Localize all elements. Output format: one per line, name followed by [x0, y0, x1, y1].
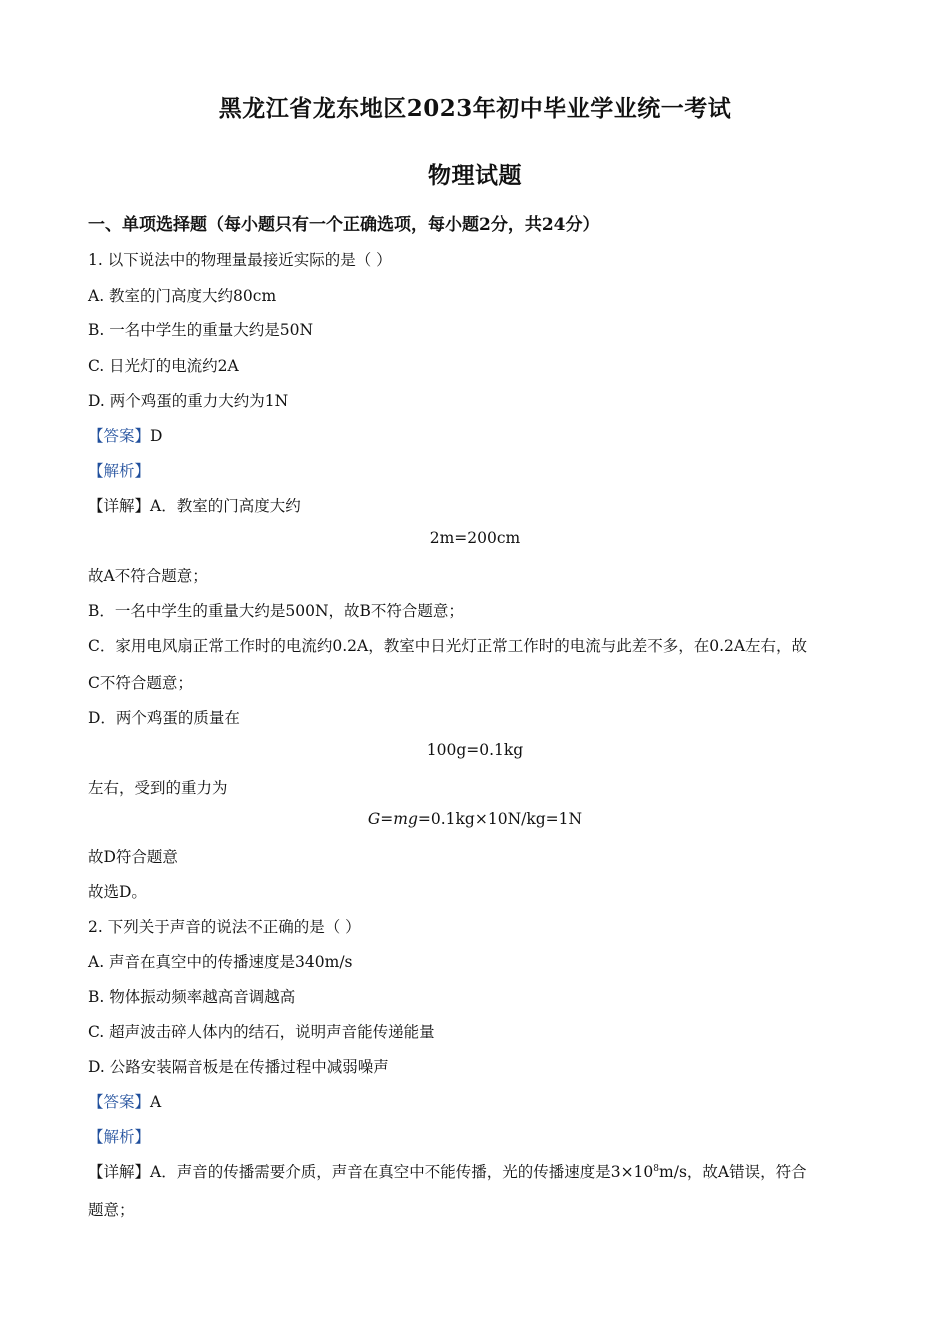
question-2-analysis-tag	[88, 1125, 150, 1147]
question-1-option-d: D. 两个鸡蛋的重力大约为1N	[88, 392, 289, 410]
document-title: 黑龙江省龙东地区2023年初中毕业学业统一考试	[218, 95, 732, 122]
detail-c-line-1: C．家用电风扇正常工作时的电流约0.2A，教室中日光灯正常工作时的电流与此差不多，在0.2A左右，故	[88, 637, 808, 655]
analysis-tag: 【解析】	[88, 462, 151, 480]
formula-symbol-mg: mg	[393, 810, 418, 828]
question-1-detail-a	[88, 494, 301, 516]
question-2-option-d: D. 公路安装隔音板是在传播过程中减弱噪声	[88, 1058, 389, 1076]
question-1-analysis-tag	[88, 459, 150, 481]
question-2-answer	[88, 1090, 161, 1112]
question-1-stem: 1. 以下说法中的物理量最接近实际的是（ ）	[88, 251, 392, 269]
detail-a-conclusion: 故A不符合题意；	[88, 567, 208, 585]
analysis-tag: 【解析】	[88, 1128, 151, 1146]
detail-d-line-1: D．两个鸡蛋的质量在	[88, 709, 240, 727]
answer-value: A	[150, 1093, 162, 1111]
detail-d-line-3: 故D符合题意	[88, 848, 178, 866]
question-2-detail-a-line-2: 题意；	[88, 1201, 135, 1219]
detail-a-text-part-2: m/s，故A错误，符合	[659, 1163, 807, 1181]
question-2-stem: 2. 下列关于声音的说法不正确的是（ ）	[88, 918, 361, 936]
formula-symbol-g: G	[367, 810, 381, 828]
detail-a-text-part-1: A．声音的传播需要介质，声音在真空中不能传播，光的传播速度是3×10	[150, 1163, 654, 1181]
question-2-option-b: B. 物体振动频率越高音调越高	[88, 988, 296, 1006]
detail-b: B．一名中学生的重量大约是500N，故B不符合题意；	[88, 602, 464, 620]
detail-a-text: A．教室的门高度大约	[150, 497, 301, 515]
section-heading: 一、单项选择题（每小题只有一个正确选项，每小题2分，共24分）	[88, 215, 600, 235]
detail-d-line-2: 左右，受到的重力为	[88, 779, 228, 797]
question-2-option-c: C. 超声波击碎人体内的结石，说明声音能传递能量	[88, 1023, 435, 1041]
question-2-option-a: A. 声音在真空中的传播速度是340m/s	[88, 953, 353, 971]
answer-value: D	[150, 427, 163, 445]
document-subtitle: 物理试题	[428, 162, 522, 189]
answer-tag: 【答案】	[88, 427, 151, 445]
question-1-answer	[88, 424, 162, 446]
question-2-detail-a	[88, 1160, 807, 1182]
formula-mass: 100g=0.1kg	[426, 741, 524, 759]
formula-equals: =	[380, 810, 394, 828]
question-1-option-c: C. 日光灯的电流约2A	[88, 357, 239, 375]
detail-c-line-2: C不符合题意；	[88, 674, 193, 692]
answer-tag: 【答案】	[88, 1093, 151, 1111]
exponent: 8	[653, 1163, 660, 1174]
detail-tag: 【详解】	[88, 497, 151, 515]
formula-height: 2m=200cm	[429, 529, 521, 547]
detail-tag: 【详解】	[88, 1163, 151, 1181]
formula-rest: =0.1kg×10N/kg=1N	[417, 810, 583, 828]
question-1-conclusion: 故选D。	[88, 883, 147, 901]
question-1-option-a: A. 教室的门高度大约80cm	[88, 287, 277, 305]
formula-gravity	[0, 810, 950, 828]
question-1-option-b: B. 一名中学生的重量大约是50N	[88, 321, 314, 339]
